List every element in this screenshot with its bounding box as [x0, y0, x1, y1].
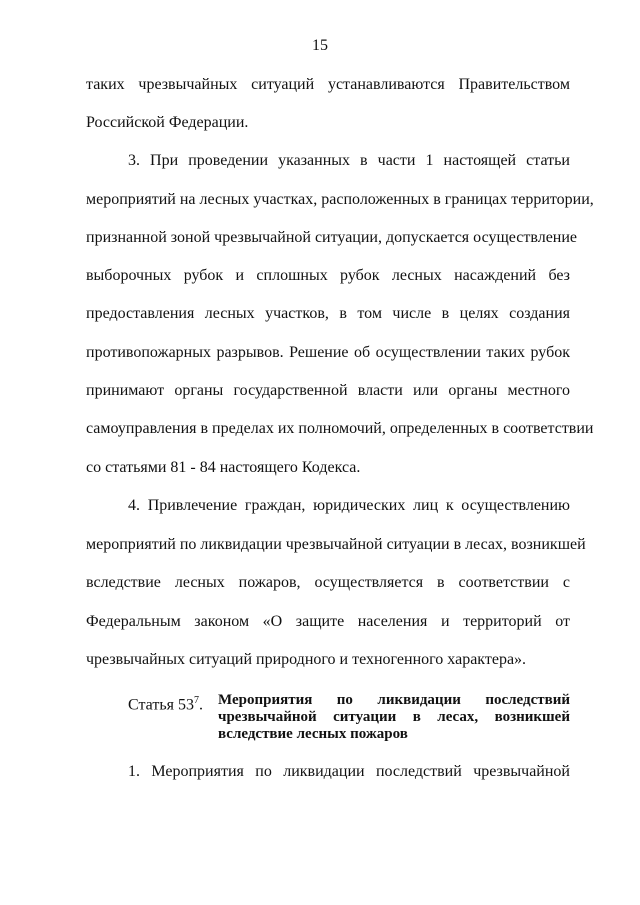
article-title-line: Мероприятия по ликвидации последствий: [218, 692, 570, 708]
text-line: Российской Федерации.: [86, 114, 249, 131]
article-title-line: чрезвычайной ситуации в лесах, возникшей: [218, 709, 570, 725]
text-line: мероприятий на лесных участках, расположенных в границах территории,: [86, 191, 594, 208]
text-line: противопожарных разрывов. Решение об осуществлении таких рубок: [86, 344, 570, 361]
text-line: таких чрезвычайных ситуаций устанавливаются Правительством: [86, 76, 570, 93]
text-line: предоставления лесных участков, в том числе в целях создания: [86, 305, 570, 322]
text-line: Федеральным законом «О защите населения и территорий от: [86, 613, 570, 630]
article-label: Статья $53^7$.: [128, 695, 203, 714]
article-superscript: 7: [193, 695, 199, 706]
text-line: выборочных рубок и сплошных рубок лесных насаждений без: [86, 267, 570, 284]
text-line: признанной зоной чрезвычайной ситуации, допускается осуществление: [86, 229, 578, 246]
text-line: самоуправления в пределах их полномочий, определенных в соответствии: [86, 420, 594, 437]
article-title-line: вследствие лесных пожаров: [218, 726, 408, 742]
text-line: со статьями 81 - 84 настоящего Кодекса.: [86, 459, 361, 476]
article-label-text: Статья 53: [128, 696, 194, 714]
text-line: принимают органы государственной власти или органы местного: [86, 382, 570, 399]
text-line: вследствие лесных пожаров, осуществляется в соответствии с: [86, 574, 570, 591]
article-paragraph-1-start: 1. Мероприятия по ликвидации последствий чрезвычайной: [128, 763, 570, 780]
text-line: чрезвычайных ситуаций природного и техногенного характера».: [86, 651, 527, 668]
page-number: 15: [312, 37, 328, 54]
paragraph-3-start: 3. При проведении указанных в части 1 настоящей статьи: [128, 152, 570, 169]
paragraph-4-start: 4. Привлечение граждан, юридических лиц к осуществлению: [128, 497, 570, 514]
text-line: мероприятий по ликвидации чрезвычайной ситуации в лесах, возникшей: [86, 536, 586, 553]
